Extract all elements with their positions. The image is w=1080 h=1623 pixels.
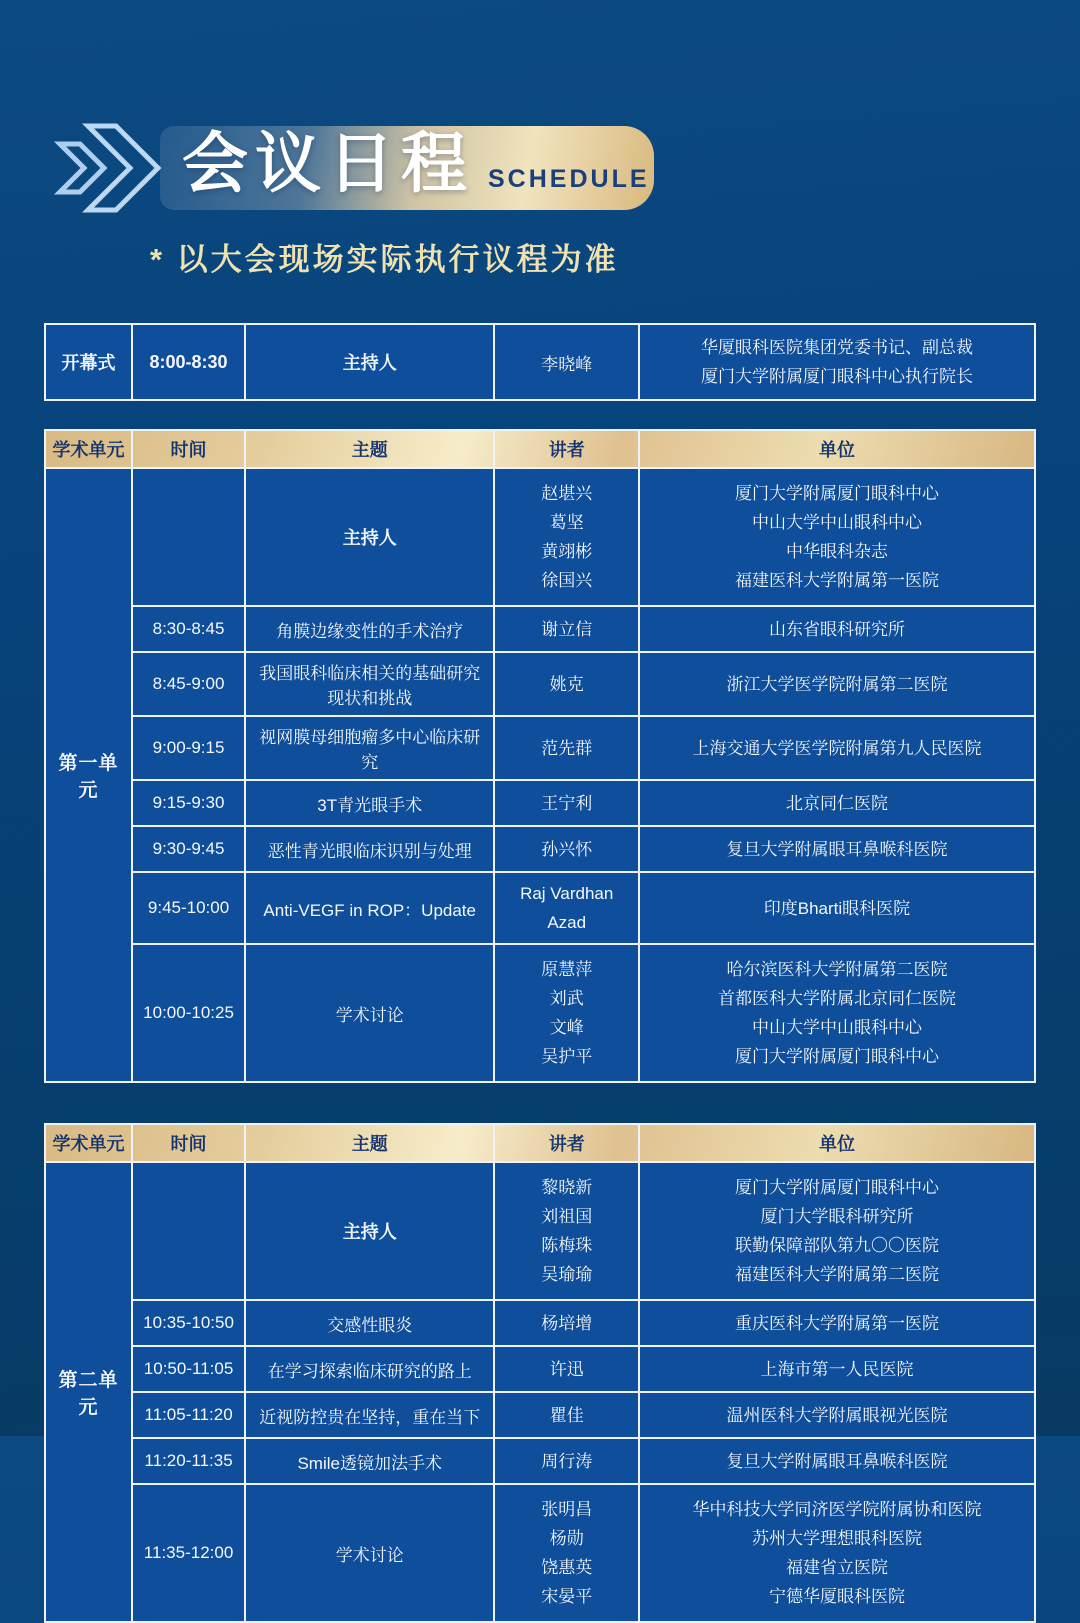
session-row <box>45 1392 1035 1438</box>
opening-affiliation-cell: 华厦眼科医院集团党委书记、副总裁 厦门大学附属厦门眼科中心执行院长 <box>639 324 1035 400</box>
speaker-cell: 谢立信 <box>494 606 639 652</box>
speaker-cell: 王宁利 <box>494 780 639 826</box>
speaker-cell: 孙兴怀 <box>494 826 639 872</box>
session-row <box>45 1484 1035 1622</box>
page-header <box>0 0 1080 279</box>
topic-cell: 主持人 <box>245 468 494 606</box>
time-cell: 10:50-11:05 <box>132 1346 245 1392</box>
time-cell: 8:30-8:45 <box>132 606 245 652</box>
topic-cell: Smile透镜加法手术 <box>245 1438 494 1484</box>
opening-unit-cell: 开幕式 <box>45 324 132 400</box>
time-cell: 11:20-11:35 <box>132 1438 245 1484</box>
session-table-1 <box>44 429 1036 1083</box>
affiliation-cell: 温州医科大学附属眼视光医院 <box>639 1392 1035 1438</box>
affiliation-cell: 上海市第一人民医院 <box>639 1346 1035 1392</box>
speaker-cell: 杨培增 <box>494 1300 639 1346</box>
time-cell: 10:00-10:25 <box>132 944 245 1082</box>
session-row <box>45 872 1035 944</box>
column-header-1: 学术单元 <box>45 430 132 468</box>
column-header-5: 单位 <box>639 1124 1035 1162</box>
session-row <box>45 652 1035 716</box>
opening-time-cell: 8:00-8:30 <box>132 324 245 400</box>
time-cell <box>132 1162 245 1300</box>
speaker-cell: 赵堪兴 葛坚 黄翊彬 徐国兴 <box>494 468 639 606</box>
opening-topic-cell: 主持人 <box>245 324 494 400</box>
topic-cell: 在学习探索临床研究的路上 <box>245 1346 494 1392</box>
session-row <box>45 1162 1035 1300</box>
page-title-en: SCHEDULE <box>488 165 650 193</box>
topic-cell: 我国眼科临床相关的基础研究现状和挑战 <box>245 652 494 716</box>
affiliation-cell: 浙江大学医学院附属第二医院 <box>639 652 1035 716</box>
topic-cell: 学术讨论 <box>245 944 494 1082</box>
speaker-cell: 姚克 <box>494 652 639 716</box>
title-row <box>58 120 1080 216</box>
topic-cell: 学术讨论 <box>245 1484 494 1622</box>
topic-cell: 视网膜母细胞瘤多中心临床研究 <box>245 716 494 780</box>
session-row <box>45 468 1035 606</box>
column-header-row <box>45 1124 1035 1162</box>
schedule-disclaimer: * 以大会现场实际执行议程为准 <box>150 242 619 277</box>
topic-cell: Anti-VEGF in ROP：Update <box>245 872 494 944</box>
time-cell: 10:35-10:50 <box>132 1300 245 1346</box>
speaker-cell: 原慧萍 刘武 文峰 吴护平 <box>494 944 639 1082</box>
speaker-cell: 周行涛 <box>494 1438 639 1484</box>
page-title: 会议日程 <box>182 126 474 200</box>
affiliation-cell: 印度Bharti眼科医院 <box>639 872 1035 944</box>
affiliation-cell: 上海交通大学医学院附属第九人民医院 <box>639 716 1035 780</box>
session-table-2 <box>44 1123 1036 1623</box>
column-header-1: 学术单元 <box>45 1124 132 1162</box>
session-row <box>45 1438 1035 1484</box>
column-header-4: 讲者 <box>494 430 639 468</box>
topic-cell: 主持人 <box>245 1162 494 1300</box>
topic-cell: 交感性眼炎 <box>245 1300 494 1346</box>
session-row <box>45 1346 1035 1392</box>
time-cell: 9:15-9:30 <box>132 780 245 826</box>
session-tables <box>44 429 1036 1623</box>
session-row <box>45 606 1035 652</box>
affiliation-cell: 华中科技大学同济医学院附属协和医院 苏州大学理想眼科医院 福建省立医院 宁德华厦眼科医院 <box>639 1484 1035 1622</box>
affiliation-cell: 北京同仁医院 <box>639 780 1035 826</box>
time-cell: 11:05-11:20 <box>132 1392 245 1438</box>
session-row <box>45 826 1035 872</box>
unit-label-cell: 第一单元 <box>45 468 132 1082</box>
column-header-2: 时间 <box>132 430 245 468</box>
affiliation-cell: 山东省眼科研究所 <box>639 606 1035 652</box>
time-cell <box>132 468 245 606</box>
affiliation-cell: 哈尔滨医科大学附属第二医院 首都医科大学附属北京同仁医院 中山大学中山眼科中心 厦门大学附属厦门眼科中心 <box>639 944 1035 1082</box>
column-header-5: 单位 <box>639 430 1035 468</box>
tables-area <box>0 323 1080 1623</box>
session-row <box>45 780 1035 826</box>
affiliation-cell: 复旦大学附属眼耳鼻喉科医院 <box>639 1438 1035 1484</box>
session-row <box>45 1300 1035 1346</box>
speaker-cell: 黎晓新 刘祖国 陈梅珠 吴瑜瑜 <box>494 1162 639 1300</box>
topic-cell: 角膜边缘变性的手术治疗 <box>245 606 494 652</box>
column-header-row <box>45 430 1035 468</box>
time-cell: 9:45-10:00 <box>132 872 245 944</box>
session-row <box>45 716 1035 780</box>
speaker-cell: 许迅 <box>494 1346 639 1392</box>
title-badge <box>160 126 654 210</box>
affiliation-cell: 复旦大学附属眼耳鼻喉科医院 <box>639 826 1035 872</box>
column-header-4: 讲者 <box>494 1124 639 1162</box>
session-row <box>45 944 1035 1082</box>
speaker-cell: Raj Vardhan Azad <box>494 872 639 944</box>
time-cell: 11:35-12:00 <box>132 1484 245 1622</box>
affiliation-cell: 厦门大学附属厦门眼科中心 中山大学中山眼科中心 中华眼科杂志 福建医科大学附属第一医院 <box>639 468 1035 606</box>
unit-label-cell: 第二单元 <box>45 1162 132 1622</box>
double-chevron-right-icon <box>58 122 168 214</box>
topic-cell: 近视防控贵在坚持，重在当下 <box>245 1392 494 1438</box>
speaker-cell: 范先群 <box>494 716 639 780</box>
affiliation-cell: 重庆医科大学附属第一医院 <box>639 1300 1035 1346</box>
topic-cell: 3T青光眼手术 <box>245 780 494 826</box>
column-header-2: 时间 <box>132 1124 245 1162</box>
opening-ceremony-table <box>44 323 1036 401</box>
affiliation-cell: 厦门大学附属厦门眼科中心 厦门大学眼科研究所 联勤保障部队第九〇〇医院 福建医科大学附属第二医院 <box>639 1162 1035 1300</box>
time-cell: 9:00-9:15 <box>132 716 245 780</box>
topic-cell: 恶性青光眼临床识别与处理 <box>245 826 494 872</box>
column-header-3: 主题 <box>245 430 494 468</box>
speaker-cell: 张明昌 杨勋 饶惠英 宋晏平 <box>494 1484 639 1622</box>
column-header-3: 主题 <box>245 1124 494 1162</box>
time-cell: 9:30-9:45 <box>132 826 245 872</box>
speaker-cell: 瞿佳 <box>494 1392 639 1438</box>
time-cell: 8:45-9:00 <box>132 652 245 716</box>
opening-speaker-cell: 李晓峰 <box>494 324 639 400</box>
opening-row <box>45 324 1035 400</box>
